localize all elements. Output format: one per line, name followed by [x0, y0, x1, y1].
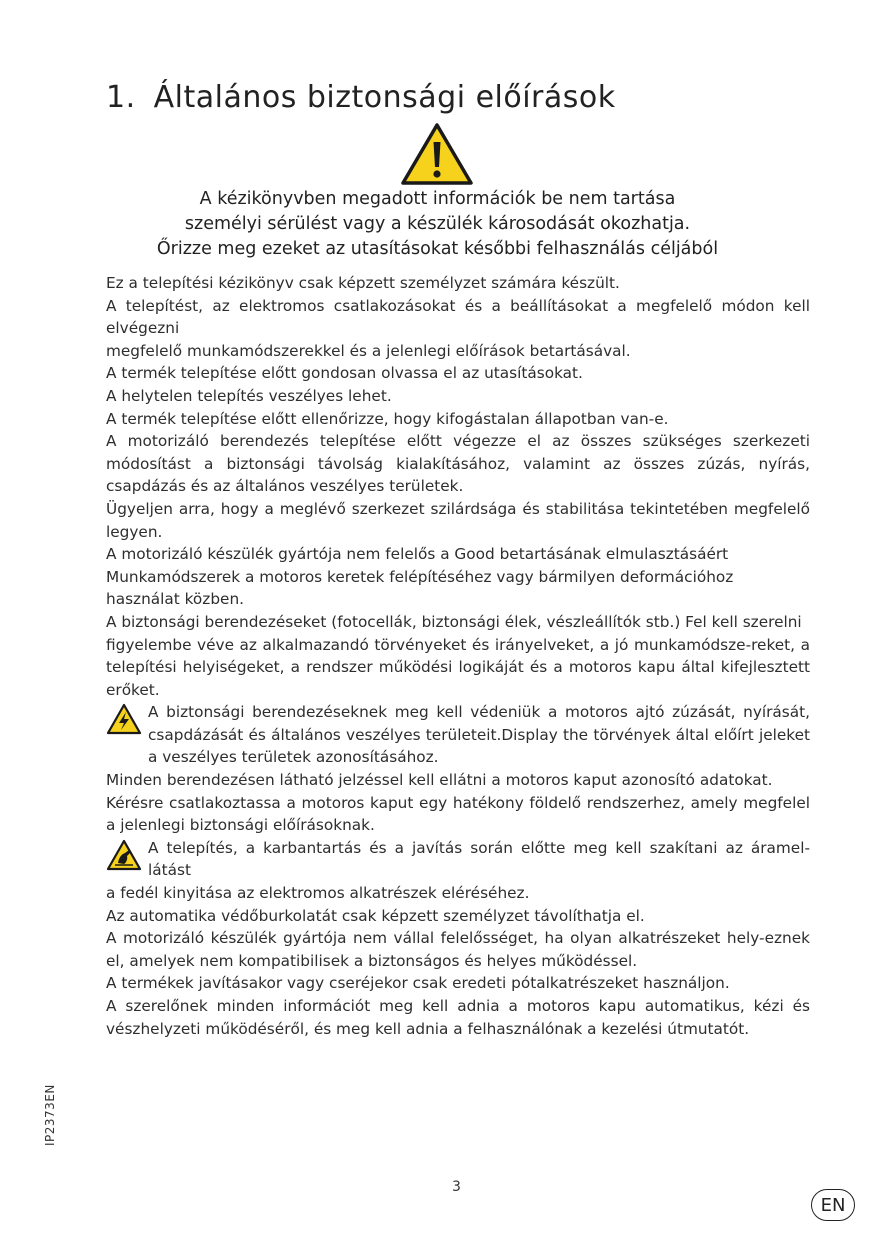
- electric-hazard-icon: [106, 703, 142, 735]
- warning-notice: [90, 187, 785, 262]
- paragraph: A termék telepítése előtt gondosan olvassa el az utasításokat.: [106, 364, 583, 383]
- paragraph: Minden berendezésen látható jelzéssel kell ellátni a motoros kaput azonosító adatokat.: [106, 771, 773, 790]
- paragraph: A biztonsági berendezéseket (fotocellák, biztonsági élek, vészleállítók stb.) Fel kell szerelni: [106, 612, 802, 631]
- paragraph: A szerelőnek minden információt meg kell adnia a motoros kapu automatikus, kézi és vészhelyzeti működéséről, és meg kell adnia a felhasználónak a kezelési útmutatót.: [106, 997, 810, 1038]
- paragraph: A termékek javításakor vagy cseréjekor csak eredeti pótalkatrészeket használjon.: [106, 974, 730, 993]
- section-title: Általános biztonsági előírások: [153, 80, 616, 116]
- warning-line: A kézikönyvben megadott információk be nem tartása: [199, 189, 676, 209]
- paragraph: A biztonsági berendezéseknek meg kell védeniük a motoros ajtó zúzását, nyírását, csapdázását és általános veszélyes területeit.Display the törvények által előírt jeleket a veszélyes területek azonosításához.: [148, 703, 810, 767]
- paragraph: A motorizáló berendezés telepítése előtt végezze el az összes szükséges szerkezeti módosítást a biztonsági távolság kialakításához, valamint az összes zúzás, nyírás, csapdázás és az általános veszélyes területek.: [106, 432, 810, 496]
- paragraph: megfelelő munkamódszerekkel és a jelenlegi előírások betartásával.: [106, 341, 631, 360]
- paragraph: A motorizáló készülék gyártója nem felelős a Good betartásának elmulasztásáért Munkamódszerek a motoros keretek felépítéséhez vagy bármilyen deformációhoz használat közben.: [106, 545, 734, 609]
- paragraph: A telepítés, a karbantartás és a javítás során előtte meg kell szakítani az áramel-látást: [148, 838, 810, 880]
- section-number: 1.: [106, 80, 136, 116]
- paragraph: A motorizáló készülék gyártója nem vállal felelősséget, ha olyan alkatrészeket hely-eznek el, amelyek nem kompatibilisek a biztonságos és helyes működéssel.: [106, 929, 810, 970]
- document-code: IP2373EN: [43, 1084, 57, 1146]
- safety-instructions: [106, 272, 810, 1040]
- paragraph: A telepítést, az elektromos csatlakozásokat és a beállításokat a megfelelő módon kell elvégezni: [106, 296, 810, 338]
- page-title: [106, 80, 616, 115]
- warning-line: személyi sérülést vagy a készülék károsodását okozhatja.: [184, 214, 691, 234]
- paragraph: A helytelen telepítés veszélyes lehet.: [106, 386, 392, 405]
- paragraph: a fedél kinyitása az elektromos alkatrészek eléréséhez.: [106, 884, 530, 903]
- paragraph: A termék telepítése előtt ellenőrizze, hogy kifogástalan állapotban van-e.: [106, 409, 669, 428]
- paragraph: Ügyeljen arra, hogy a meglévő szerkezet szilárdsága és stabilitása tekintetében megfelelő legyen.: [106, 499, 810, 541]
- warning-line: Őrizze meg ezeket az utasításokat későbbi felhasználás céljából: [156, 239, 719, 259]
- language-badge: EN: [811, 1189, 855, 1221]
- exclamation-warning-icon: [400, 122, 474, 186]
- paragraph: Kérésre csatlakoztassa a motoros kaput egy hatékony földelő rendszerhez, amely megfelel a jelenlegi biztonsági előírásoknak.: [106, 793, 810, 835]
- paragraph: Ez a telepítési kézikönyv csak képzett személyzet számára készült.: [106, 274, 620, 292]
- page-number: 3: [452, 1179, 461, 1195]
- esd-hazard-icon: [106, 839, 142, 871]
- electric-warning-paragraph: [106, 701, 810, 769]
- paragraph: figyelembe véve az alkalmazandó törvényeket és irányelveket, a jó munkamódsze-reket, a telepítési helyiségeket, a rendszer működési logikáját és a motoros kapu által kifejlesztett erőket.: [106, 635, 810, 699]
- esd-warning-paragraph: [106, 837, 810, 882]
- paragraph: Az automatika védőburkolatát csak képzett személyzet távolíthatja el.: [106, 906, 645, 925]
